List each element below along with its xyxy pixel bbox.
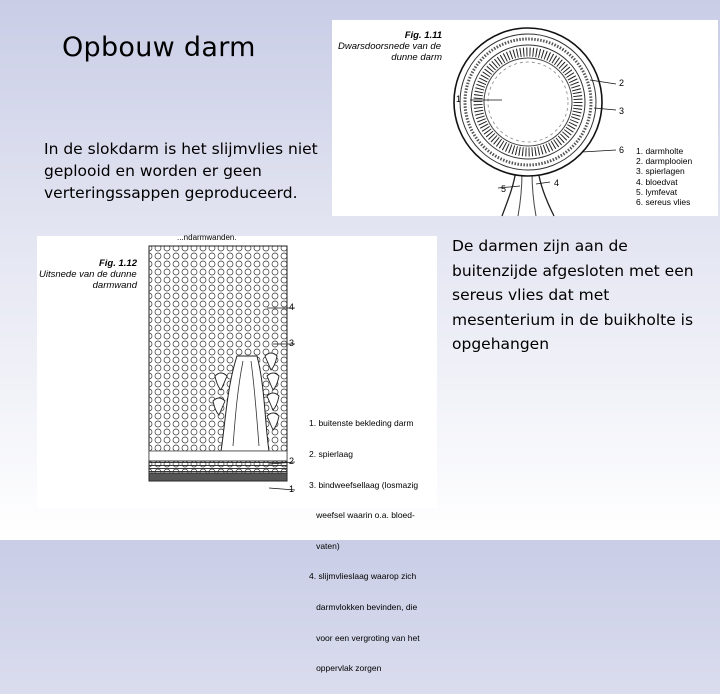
figure1-callout-4: 4 bbox=[554, 178, 560, 188]
figure2-number: Fig. 1.12 bbox=[98, 258, 137, 269]
figure2-caption-line1: Uitsnede van de dunne bbox=[39, 269, 137, 280]
figure2-caption-line2: darmwand bbox=[92, 280, 137, 291]
figure2-legend bbox=[309, 398, 420, 694]
legend-item: 2. spierlaag bbox=[309, 449, 353, 460]
esophagus-text: In de slokdarm is het slijmvlies niet geplooid en worden er geen verteringssappen geproduceerd. bbox=[44, 140, 318, 202]
legend-item: 4. bloedvat bbox=[636, 176, 678, 187]
figure1-caption-line2: dunne darm bbox=[391, 52, 442, 63]
legend-item: darmvlokken bevinden, die bbox=[309, 602, 418, 613]
slide-title: Opbouw darm bbox=[62, 32, 256, 63]
figure1-callout-5: 5 bbox=[501, 184, 507, 194]
figure1-callout-3: 3 bbox=[619, 106, 625, 116]
serous-membrane-text: De darmen zijn aan de buitenzijde afgesloten met een sereus vlies dat met mesenterium in de buikholte is opgehangen bbox=[452, 237, 694, 353]
legend-item: 1. darmholte bbox=[636, 146, 684, 156]
legend-item: 5. lymfevat bbox=[636, 186, 678, 197]
figure2-callout-2: 2 bbox=[289, 456, 295, 466]
legend-item: weefsel waarin o.a. bloed- bbox=[309, 510, 415, 521]
legend-item: 3. spierlagen bbox=[636, 166, 685, 177]
wall-section-figure bbox=[37, 233, 437, 674]
legend-item: 6. sereus vlies bbox=[636, 197, 691, 208]
legend-item: oppervlak zorgen bbox=[309, 663, 382, 674]
cross-section-figure bbox=[332, 20, 718, 216]
legend-item: 1. buitenste bekleding darm bbox=[309, 418, 414, 429]
figure1-callout-6: 6 bbox=[619, 145, 625, 155]
figure2-callout-4: 4 bbox=[289, 302, 295, 312]
figure2-callout-3: 3 bbox=[289, 338, 295, 348]
figure1-callout-1: 1 bbox=[456, 94, 462, 104]
legend-item: 4. slijmvlieslaag waarop zich bbox=[309, 571, 417, 582]
figure1-number: Fig. 1.11 bbox=[404, 30, 442, 41]
figure1-callout-2: 2 bbox=[619, 78, 625, 88]
legend-item: voor een vergroting van het bbox=[309, 632, 420, 643]
figure2-header-fragment: ...ndarmwanden. bbox=[177, 233, 237, 242]
figure1-caption-line1: Dwarsdoorsnede van de bbox=[338, 41, 441, 52]
legend-item: vaten) bbox=[309, 540, 340, 551]
figure2-callout-1: 1 bbox=[289, 484, 295, 494]
figure1-legend bbox=[636, 146, 692, 207]
legend-item: 2. darmplooien bbox=[636, 156, 693, 167]
legend-item: 3. bindweefsellaag (losmazig bbox=[309, 479, 419, 490]
